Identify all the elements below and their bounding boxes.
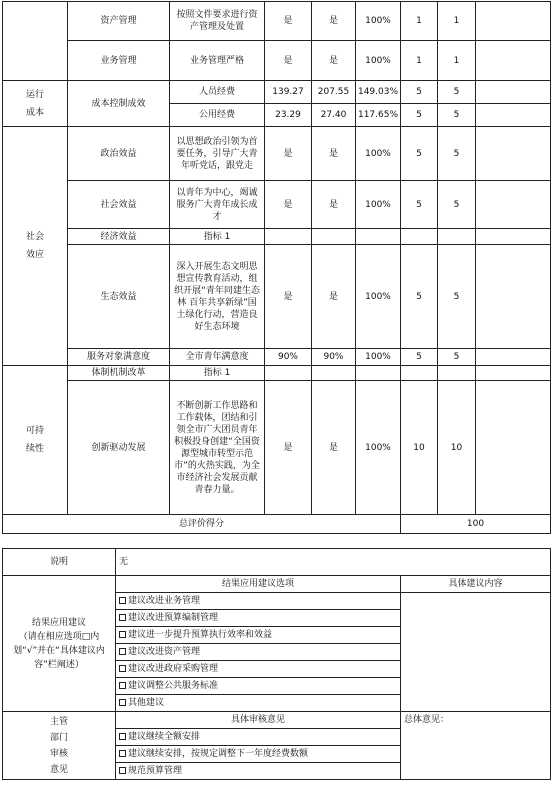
target-cell: 是 — [265, 2, 312, 41]
score-cell: 5 — [438, 127, 476, 181]
remark-cell — [476, 104, 551, 127]
actual-cell: 是 — [312, 245, 356, 349]
checkbox-icon[interactable] — [119, 682, 126, 689]
weight-cell: 5 — [401, 349, 438, 366]
score-cell: 5 — [438, 81, 476, 104]
checkbox-icon[interactable] — [119, 699, 126, 706]
weight-cell: 5 — [401, 127, 438, 181]
section-label-social-effect: 社会 效应 — [3, 127, 68, 366]
table-row — [3, 381, 551, 515]
section-cell-output — [3, 2, 68, 81]
target-cell — [265, 229, 312, 245]
total-row — [3, 515, 551, 534]
checkbox-icon[interactable] — [119, 597, 126, 604]
table-row — [3, 366, 551, 381]
checkbox-icon[interactable] — [119, 665, 126, 672]
remark-cell — [476, 41, 551, 81]
rate-cell — [356, 366, 401, 381]
checkbox-icon[interactable] — [119, 750, 126, 757]
checkbox-icon[interactable] — [119, 733, 126, 740]
score-cell: 5 — [438, 181, 476, 229]
checkbox-icon[interactable] — [119, 767, 126, 774]
remark-cell — [476, 349, 551, 366]
review-header: 具体审核意见 — [116, 712, 401, 729]
actual-cell: 27.40 — [312, 104, 356, 127]
rate-cell: 100% — [356, 349, 401, 366]
score-cell: 10 — [438, 381, 476, 515]
suggestion-option[interactable]: 建议调整公共服务标准 — [116, 678, 401, 695]
weight-cell: 1 — [401, 2, 438, 41]
row-name: 业务管理 — [68, 41, 170, 81]
weight-cell: 5 — [401, 245, 438, 349]
review-option[interactable]: 建议继续全额安排 — [116, 729, 401, 746]
checkbox-icon[interactable] — [119, 648, 126, 655]
rate-cell — [356, 229, 401, 245]
suggestion-header: 结果应用建议选项 — [116, 576, 401, 593]
indicator-cell: 人员经费 — [170, 81, 265, 104]
indicator-cell: 指标 1 — [170, 366, 265, 381]
remark-cell — [476, 229, 551, 245]
indicator-cell: 深入开展生态文明思想宣传教育活动，组织开展“青年同建生态林 百年共享新绿”国土绿化行动，营造良好生态环境 — [170, 245, 265, 349]
weight-cell: 1 — [401, 41, 438, 81]
remark-cell — [476, 81, 551, 104]
target-cell: 是 — [265, 181, 312, 229]
suggestion-option[interactable]: 建议改进预算编制管理 — [116, 610, 401, 627]
actual-cell: 207.55 — [312, 81, 356, 104]
notes-label: 说明 — [3, 549, 116, 576]
row-name: 社会效益 — [68, 181, 170, 229]
remark-cell — [476, 2, 551, 41]
suggestion-table — [2, 548, 551, 780]
rate-cell: 100% — [356, 181, 401, 229]
indicator-cell: 指标 1 — [170, 229, 265, 245]
row-name: 政治效益 — [68, 127, 170, 181]
weight-cell: 5 — [401, 104, 438, 127]
actual-cell: 是 — [312, 2, 356, 41]
row-name: 生态效益 — [68, 245, 170, 349]
row-name: 创新驱动发展 — [68, 381, 170, 515]
indicator-cell: 按照文件要求进行资产管理及处置 — [170, 2, 265, 41]
score-cell — [438, 366, 476, 381]
row-name: 体制机制改革 — [68, 366, 170, 381]
remark-cell — [476, 127, 551, 181]
total-value: 100 — [401, 515, 551, 534]
target-cell: 139.27 — [265, 81, 312, 104]
score-cell: 5 — [438, 104, 476, 127]
total-label: 总评价得分 — [3, 515, 401, 534]
actual-cell — [312, 366, 356, 381]
overall-opinion-cell[interactable]: 总体意见： — [401, 712, 551, 780]
review-option[interactable]: 规范预算管理 — [116, 763, 401, 780]
section-label-operation-cost: 运行 成本 — [3, 81, 68, 127]
table-row — [3, 712, 551, 729]
actual-cell: 90% — [312, 349, 356, 366]
row-name: 经济效益 — [68, 229, 170, 245]
actual-cell: 是 — [312, 381, 356, 515]
notes-value: 无 — [116, 549, 551, 576]
suggestion-option[interactable]: 建议改进政府采购管理 — [116, 661, 401, 678]
indicator-cell: 以青年为中心，竭诚服务广大青年成长成才 — [170, 181, 265, 229]
table-row — [3, 245, 551, 349]
row-name: 资产管理 — [68, 2, 170, 41]
target-cell: 是 — [265, 41, 312, 81]
remark-cell — [476, 381, 551, 515]
row-name: 成本控制成效 — [68, 81, 170, 127]
performance-indicator-table — [2, 1, 551, 534]
table-row — [3, 229, 551, 245]
remark-cell — [476, 366, 551, 381]
checkbox-icon[interactable] — [119, 631, 126, 638]
checkbox-icon[interactable] — [119, 614, 126, 621]
table-row — [3, 181, 551, 229]
score-cell: 5 — [438, 349, 476, 366]
rate-cell: 100% — [356, 41, 401, 81]
target-cell: 90% — [265, 349, 312, 366]
indicator-cell: 全市青年满意度 — [170, 349, 265, 366]
suggestion-option[interactable]: 建议进一步提升预算执行效率和效益 — [116, 627, 401, 644]
review-option[interactable]: 建议继续安排，按规定调整下一年度经费数额 — [116, 746, 401, 763]
actual-cell: 是 — [312, 127, 356, 181]
actual-cell: 是 — [312, 181, 356, 229]
notes-row — [3, 549, 551, 576]
indicator-cell: 不断创新工作思路和工作载体，团结和引领全市广大团员青年积极投身创建“全国资源型城市转型示范市”的火热实践，为全市经济社会发展贡献青春力量。 — [170, 381, 265, 515]
score-cell: 1 — [438, 2, 476, 41]
review-label: 主管 部门 审核 意见 — [3, 712, 116, 780]
table-row — [3, 41, 551, 81]
section-label-sustainability: 可持 续性 — [3, 366, 68, 515]
weight-cell: 5 — [401, 81, 438, 104]
suggestion-label: 结果应用建议 （请在相应选项□内划“√”并在“具体建议内容”栏阐述） — [3, 576, 116, 712]
score-cell: 5 — [438, 245, 476, 349]
actual-cell — [312, 229, 356, 245]
weight-cell — [401, 229, 438, 245]
rate-cell: 100% — [356, 2, 401, 41]
indicator-cell: 以思想政治引领为首要任务，引导广大青年听党话，跟党走 — [170, 127, 265, 181]
remark-cell — [476, 245, 551, 349]
suggestion-option[interactable]: 其他建议 — [116, 695, 401, 712]
target-cell: 是 — [265, 245, 312, 349]
table-row — [3, 2, 551, 41]
target-cell: 是 — [265, 381, 312, 515]
indicator-cell: 业务管理严格 — [170, 41, 265, 81]
weight-cell: 10 — [401, 381, 438, 515]
rate-cell: 100% — [356, 245, 401, 349]
score-cell: 1 — [438, 41, 476, 81]
indicator-cell: 公用经费 — [170, 104, 265, 127]
table-row — [3, 576, 551, 593]
table-row — [3, 81, 551, 104]
row-name: 服务对象满意度 — [68, 349, 170, 366]
rate-cell: 117.65% — [356, 104, 401, 127]
target-cell — [265, 366, 312, 381]
remark-cell — [476, 181, 551, 229]
rate-cell: 100% — [356, 127, 401, 181]
table-row — [3, 127, 551, 181]
detail-header: 具体建议内容 — [401, 576, 551, 593]
rate-cell: 100% — [356, 381, 401, 515]
suggestion-option[interactable]: 建议改进业务管理 — [116, 593, 401, 610]
target-cell: 是 — [265, 127, 312, 181]
target-cell: 23.29 — [265, 104, 312, 127]
suggestion-option[interactable]: 建议改进资产管理 — [116, 644, 401, 661]
table-row — [3, 349, 551, 366]
weight-cell — [401, 366, 438, 381]
actual-cell: 是 — [312, 41, 356, 81]
score-cell — [438, 229, 476, 245]
rate-cell: 149.03% — [356, 81, 401, 104]
weight-cell: 5 — [401, 181, 438, 229]
detail-content-cell[interactable] — [401, 593, 551, 712]
